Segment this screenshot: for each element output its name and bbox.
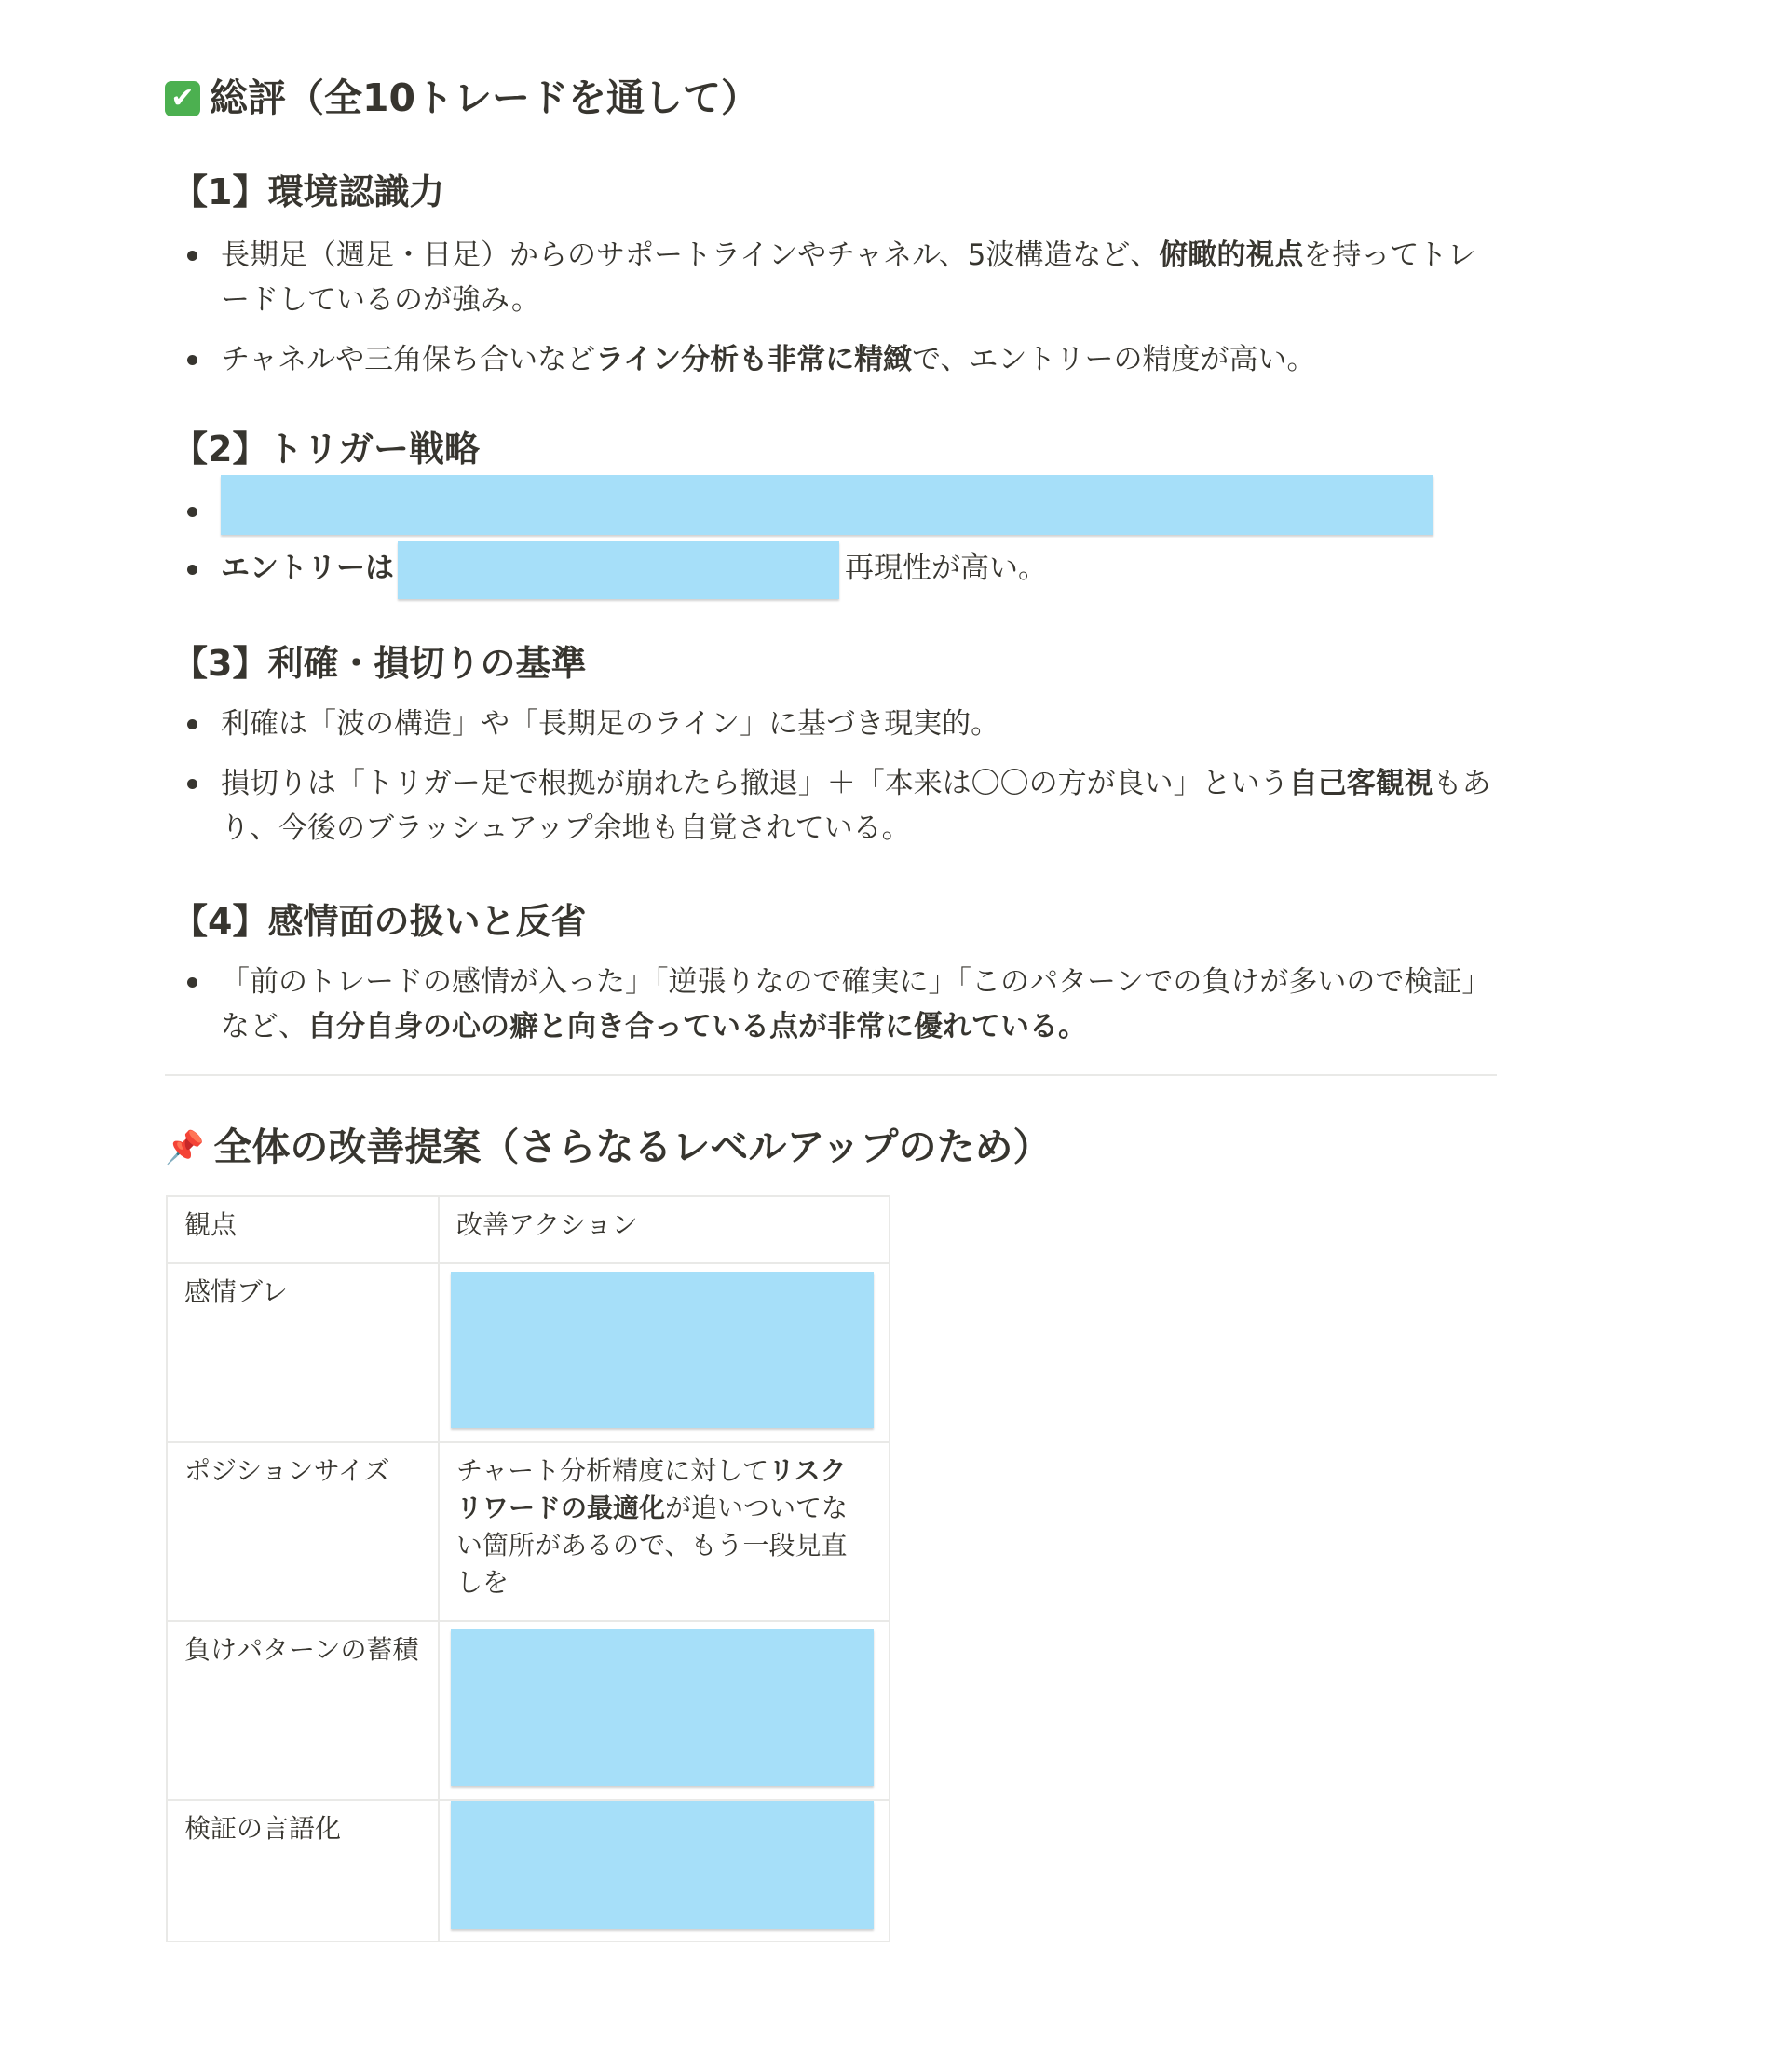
bullet-icon — [187, 355, 197, 365]
table-row — [167, 1442, 890, 1621]
aspect-cell: 検証の言語化 — [167, 1800, 439, 1942]
table-row — [167, 1800, 890, 1942]
list-item: エントリーは 再現性が高い。 — [165, 538, 1497, 598]
section-heading-4: 【4】感情面の扱いと反省 — [172, 901, 587, 942]
bullet-icon — [187, 719, 197, 729]
bullet-icon — [187, 977, 197, 988]
section-heading-1: 【1】環境認識力 — [172, 171, 445, 212]
table-row — [167, 1621, 890, 1800]
section-2-list — [165, 475, 1497, 598]
redacted-inline — [398, 541, 839, 599]
action-cell — [439, 1621, 890, 1800]
list-item: 長期足（週足・日足）からのサポートラインやチャネル、5波構造など、俯瞰的視点を持ってトレードしているのが強み。 — [165, 233, 1497, 322]
table-row — [167, 1263, 890, 1442]
action-cell: チャート分析精度に対してリスクリワードの最適化が追いついてない箇所があるので、もう一段見直しを — [439, 1442, 890, 1621]
check-mark-button-icon: ✔ — [165, 81, 200, 116]
list-item: 「前のトレードの感情が入った」「逆張りなので確実に」「このパターンでの負けが多いので検証」など、自分自身の心の癖と向き合っている点が非常に優れている。 — [165, 960, 1497, 1049]
redacted-block — [451, 1272, 874, 1428]
table-header-cell: 改善アクション — [439, 1196, 890, 1263]
bullet-icon — [187, 779, 197, 789]
section-heading-2: 【2】トリガー戦略 — [172, 429, 481, 470]
table-header-cell: 観点 — [167, 1196, 439, 1263]
section-1-list — [165, 233, 1497, 382]
divider — [165, 1074, 1497, 1076]
bullet-icon — [187, 251, 197, 261]
bullet-icon — [187, 507, 197, 517]
pushpin-icon: 📌 — [165, 1128, 205, 1166]
action-cell — [439, 1800, 890, 1942]
action-cell — [439, 1263, 890, 1442]
improvement-table — [166, 1195, 890, 1942]
list-item: チャネルや三角保ち合いなどライン分析も非常に精緻で、エントリーの精度が高い。 — [165, 337, 1497, 382]
redacted-block — [221, 475, 1433, 535]
aspect-cell: 感情ブレ — [167, 1263, 439, 1442]
aspect-cell: 負けパターンの蓄積 — [167, 1621, 439, 1800]
improvement-heading — [165, 1123, 1051, 1172]
section-heading-3: 【3】利確・損切りの基準 — [172, 643, 587, 684]
improvement-title: 全体の改善提案（さらなるレベルアップのため） — [213, 1125, 1052, 1169]
summary-title: 総評（全10トレードを通して） — [210, 75, 760, 120]
bullet-icon — [187, 565, 197, 575]
summary-heading — [165, 74, 759, 123]
table-header-row — [167, 1196, 890, 1263]
list-item: 損切りは「トリガー足で根拠が崩れたら撤退」＋「本来は〇〇の方が良い」という自己客観視もあり、今後のブラッシュアップ余地も自覚されている。 — [165, 761, 1497, 851]
section-4-list — [165, 960, 1497, 1049]
list-item — [165, 475, 1497, 535]
list-item: 利確は「波の構造」や「長期足のライン」に基づき現実的。 — [165, 702, 1497, 746]
redacted-block — [451, 1801, 874, 1929]
aspect-cell: ポジションサイズ — [167, 1442, 439, 1621]
section-3-list — [165, 702, 1497, 851]
redacted-block — [451, 1629, 874, 1786]
